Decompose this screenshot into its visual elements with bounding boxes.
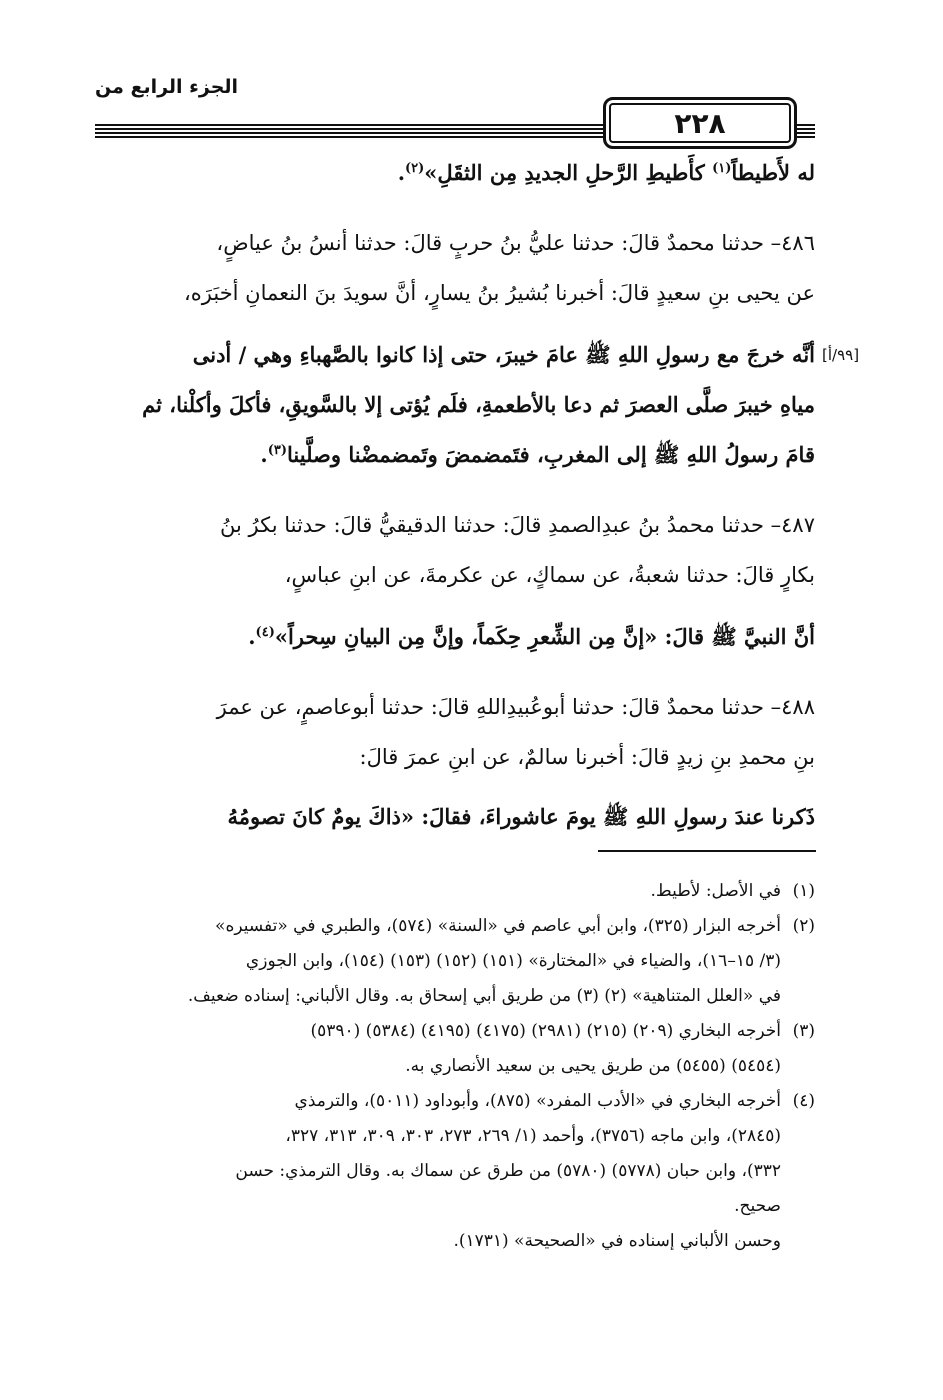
text-line: ٤٨٧– حدثنا محمدُ بنُ عبدِالصمدِ قالَ: حدثنا الدقيقيُّ قالَ: حدثنا بكرُ بنُ <box>220 513 815 537</box>
text-run: أخرجه البخاري (٢٠٩) (٢١٥) (٢٩٨١) (٤١٧٥) (٤١٩٥) (٥٣٨٤) (٥٣٩٠) <box>310 1021 781 1041</box>
text-line <box>95 1084 815 1119</box>
text-line: عن يحيى بنِ سعيدٍ قالَ: أخبرنا بُشيرُ بنُ يسارٍ، أنَّ سويدَ بنَ النعمانِ أخبَرَه، <box>183 281 815 305</box>
footnote-1 <box>95 874 815 909</box>
text-run: له لأَطيطاً <box>731 160 815 185</box>
footnote-4 <box>95 1084 815 1259</box>
hadith-488-matn <box>95 792 815 842</box>
text-line: (٢٨٤٥)، وابن ماجه (٣٧٥٦)، وأحمد (١/ ٢٦٩، ٢٧٣، ٣٠٣، ٣٠٩، ٣١٣، ٣٢٧، <box>285 1126 781 1146</box>
text-run: . <box>248 624 256 649</box>
hadith-486-isnad <box>95 218 815 318</box>
text-line: صحيح. <box>734 1196 781 1216</box>
page-number: ٢٢٨ <box>603 97 797 149</box>
continuation-paragraph <box>95 148 815 198</box>
text-line: بكارٍ قالَ: حدثنا شعبةُ، عن سماكٍ، عن عكرمةَ، عن ابنِ عباسٍ، <box>284 563 815 587</box>
footnote-ref[interactable]: (٢) <box>405 161 425 176</box>
text-line: ذَكرنا عندَ رسولِ اللهِ ﷺ يومَ عاشوراءَ، فقالَ: «ذاكَ يومٌ كانَ تصومُهُ <box>227 804 815 829</box>
footnotes <box>95 874 815 1259</box>
footnote-number: (٤) <box>792 1091 815 1111</box>
text-line: (٣/ ١٥–١٦)، والضياء في «المختارة» (١٥١) (١٥٢) (١٥٣) (١٥٤)، وابن الجوزي <box>245 951 781 971</box>
manuscript-folio-ref: [٩٩/أ] <box>822 346 860 364</box>
text-line: مياهِ خيبرَ صلَّى العصرَ ثم دعا بالأطعمةِ، فلَم يُؤتى إلا بالسَّويقِ، فأكلَ وأكلْنا، ثم <box>142 392 815 417</box>
footnote-3 <box>95 1014 815 1084</box>
text-line: بنِ محمدِ بنِ زيدٍ قالَ: أخبرنا سالمٌ، عن ابنِ عمرَ قالَ: <box>359 745 815 769</box>
text-run: أنَّ النبيَّ ﷺ قالَ: «إنَّ مِن الشِّعرِ حِكَماً، وإنَّ مِن البيانِ سِحراً» <box>274 624 815 649</box>
footnote-ref[interactable]: (٣) <box>267 443 288 458</box>
text-line <box>95 148 815 198</box>
footnote-ref[interactable]: (٤) <box>255 625 275 640</box>
text-line <box>95 430 815 480</box>
text-line <box>95 874 815 909</box>
running-title: الجزء الرابع من <box>95 76 239 98</box>
hadith-486-matn <box>95 330 815 480</box>
text-run: كأَطيطِ الرَّحلِ الجديدِ مِن الثقَلِ» <box>424 160 713 185</box>
text-line: (٥٤٥٤) (٥٤٥٥) من طريق يحيى بن سعيد الأنصاري به. <box>405 1056 781 1076</box>
text-run: . <box>397 160 405 185</box>
footnote-number: (٣) <box>792 1021 815 1041</box>
footnote-separator <box>598 850 816 852</box>
footnote-2 <box>95 909 815 1014</box>
text-run: . <box>260 442 268 467</box>
text-run: أخرجه البخاري في «الأدب المفرد» (٨٧٥)، وأبوداود (٥٠١١)، والترمذي <box>294 1091 781 1111</box>
text-line: ٤٨٨– حدثنا محمدٌ قالَ: حدثنا أبوعُبيدِاللهِ قالَ: حدثنا أبوعاصمٍ، عن عمرَ <box>216 695 815 719</box>
text-line: وحسن الألباني إسناده في «الصحيحة» (١٧٣١). <box>453 1231 781 1251</box>
text-line: ٤٨٦– حدثنا محمدٌ قالَ: حدثنا عليُّ بنُ حربٍ قالَ: حدثنا أنسُ بنُ عياضٍ، <box>216 231 815 255</box>
footnote-ref[interactable]: (١) <box>712 161 732 176</box>
hadith-487-isnad <box>95 500 815 600</box>
hadith-488-isnad <box>95 682 815 782</box>
hadith-487-matn <box>95 612 815 662</box>
text-line <box>95 909 815 944</box>
text-run: أخرجه البزار (٣٢٥)، وابن أبي عاصم في «السنة» (٥٧٤)، والطبري في «تفسيره» <box>215 916 781 936</box>
footnote-number: (١) <box>792 881 815 901</box>
text-line: أنَّه خرجَ مع رسولِ اللهِ ﷺ عامَ خيبرَ، حتى إذا كانوا بالصَّهباءِ وهي / أدنى <box>192 342 815 367</box>
footnote-number: (٢) <box>792 916 815 936</box>
text-run: في الأصل: لأطيط. <box>650 881 781 901</box>
text-run: قامَ رسولُ اللهِ ﷺ إلى المغربِ، فتَمضمضَ وتَمضمضْنا وصلَّينا <box>287 442 815 467</box>
text-line: ٣٣٢)، وابن حبان (٥٧٧٨) (٥٧٨٠) من طرق عن سماك به. وقال الترمذي: حسن <box>235 1161 781 1181</box>
text-line: في «العلل المتناهية» (٢) (٣) من طريق أبي إسحاق به. وقال الألباني: إسناده ضعيف. <box>187 986 781 1006</box>
text-line <box>95 612 815 662</box>
text-line <box>95 1014 815 1049</box>
